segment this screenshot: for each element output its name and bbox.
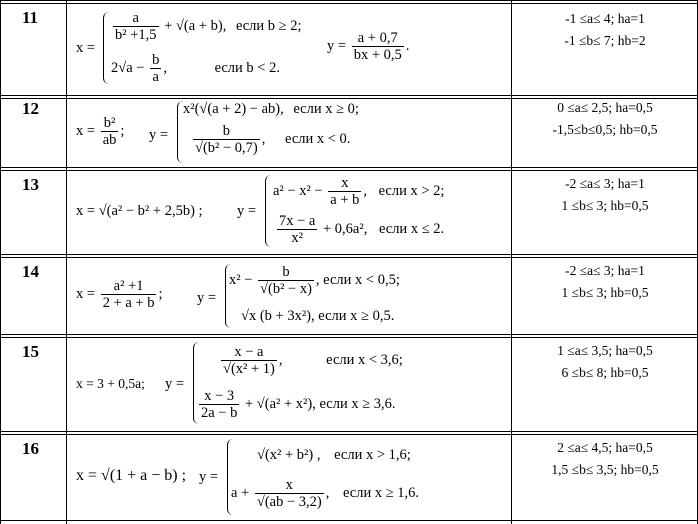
expression-tail: . <box>405 37 410 54</box>
case-line <box>241 308 394 325</box>
condition: если x < 3,6; <box>326 351 403 368</box>
numerator: x <box>328 175 361 192</box>
x-label: x = <box>76 285 96 302</box>
expression-tail: ; <box>181 467 187 484</box>
table-row <box>0 435 698 520</box>
case-line <box>219 344 403 377</box>
row-divider <box>0 254 698 255</box>
x-formula <box>76 278 163 311</box>
expression-tail: , <box>278 351 283 368</box>
range-a: -1 ≤a≤ 4; ha=1 <box>565 11 645 26</box>
condition: если x > 2; <box>378 182 445 199</box>
denominator: 2 + a + b <box>102 295 155 311</box>
numerator: b² <box>101 115 119 132</box>
range-b: 1,5 ≤b≤ 3,5; hb=0,5 <box>551 462 659 477</box>
expression-tail: , <box>163 59 167 76</box>
expression-lead: 2√a − <box>111 59 145 76</box>
numerator: x − 3 <box>199 388 239 405</box>
condition: если x ≥ 0,5. <box>318 308 395 324</box>
y-formula <box>327 30 409 63</box>
range-b: 6 ≤b≤ 8; hb=0,5 <box>561 365 649 380</box>
case-line: $\frac{a}{\text{b² +1,5}}$ + √(a + b), если b ≥ 2; <box>115 10 302 43</box>
table-row <box>0 4 698 95</box>
denominator: a + b <box>330 192 360 208</box>
y-label: y = <box>199 469 219 485</box>
table-row <box>0 99 698 167</box>
range-cell <box>512 340 698 384</box>
row-divider <box>0 520 698 521</box>
x-formula: x = 3 + 0,5a; <box>76 376 145 391</box>
numerator: b <box>152 52 160 68</box>
row-divider <box>0 167 698 168</box>
task-number: 11 <box>22 8 39 27</box>
expression-tail: + 0,6a², <box>323 220 368 237</box>
denominator: √(ab − 3,2) <box>256 494 322 510</box>
case-line <box>231 477 419 510</box>
denominator: √(b² − x) <box>260 281 312 297</box>
case-line <box>273 175 444 208</box>
left-brace <box>103 12 109 84</box>
condition: если b < 2. <box>214 59 280 76</box>
expression-tail: ; <box>120 122 125 139</box>
table-row <box>0 338 698 431</box>
range-cell <box>512 173 698 217</box>
denominator: b² +1,5 <box>115 27 157 43</box>
denominator: √(x² + 1) <box>223 361 275 377</box>
expression-tail: ; <box>158 285 163 302</box>
range-a: -2 ≤a≤ 3; ha=1 <box>565 263 645 278</box>
numerator: x − a <box>221 344 277 361</box>
denominator: x² <box>291 230 303 246</box>
x-formula <box>76 115 124 148</box>
y-label: y = <box>165 376 185 392</box>
condition: если x < 0,5; <box>323 271 400 288</box>
x-formula <box>76 203 203 220</box>
table-row <box>0 171 698 254</box>
condition: если x > 1,6; <box>334 447 411 463</box>
task-number: 14 <box>22 262 39 281</box>
y-label: y = <box>197 290 217 306</box>
condition: если x ≥ 3,6. <box>319 395 396 412</box>
x-formula <box>76 467 186 485</box>
denominator: √(b² − 0,7) <box>195 140 258 156</box>
x-label: x = <box>76 203 96 219</box>
case-line <box>197 388 396 421</box>
expression-tail: , <box>315 271 320 288</box>
row-divider <box>0 431 698 432</box>
range-a: 0 ≤a≤ 2,5; ha=0,5 <box>557 100 653 115</box>
expression: √x (b + 3x²), <box>241 308 315 324</box>
condition: если x < 0. <box>285 130 351 147</box>
numerator: a + 0,7 <box>352 30 404 47</box>
task-number: 16 <box>22 439 39 458</box>
row-divider <box>0 95 698 96</box>
numerator: 7x − a <box>279 213 316 229</box>
case-line <box>257 447 411 464</box>
expression-tail: + √(a² + x²), <box>245 395 316 412</box>
range-a: 2 ≤a≤ 4,5; ha=0,5 <box>557 440 653 455</box>
numerator: a² +1 <box>101 278 157 295</box>
numerator: b <box>258 264 314 281</box>
range-b: 1 ≤b≤ 3; hb=0,5 <box>561 285 649 300</box>
condition: если x ≥ 1,6. <box>342 484 420 501</box>
expression-lead: a² − x² − <box>273 182 323 199</box>
range-cell <box>512 97 698 141</box>
case-line <box>111 52 280 85</box>
range-b: -1 ≤b≤ 7; hb=2 <box>564 33 646 48</box>
expression-lead: a + <box>231 484 250 501</box>
table-row <box>0 258 698 334</box>
range-b: 1 ≤b≤ 3; hb=0,5 <box>561 198 649 213</box>
denominator: ab <box>102 132 117 148</box>
numerator: a <box>113 10 159 27</box>
case-line <box>191 123 350 156</box>
denominator: bx + 0,5 <box>353 47 402 63</box>
x-label: x = <box>76 467 98 484</box>
condition: если b ≥ 2; <box>235 17 302 34</box>
expression-tail: ; <box>198 203 203 219</box>
task-number: 15 <box>22 342 39 361</box>
numerator: x <box>255 477 324 494</box>
expression-lead: x² − <box>229 271 253 288</box>
case-line <box>229 264 400 297</box>
expression-tail: , <box>363 182 367 199</box>
range-a: 1 ≤a≤ 3,5; ha=0,5 <box>557 343 653 358</box>
range-a: -2 ≤a≤ 3; ha=1 <box>565 176 645 191</box>
range-cell <box>512 8 698 52</box>
x-expression: √(a² − b² + 2,5b) <box>98 203 195 219</box>
x-label: x = <box>76 122 96 139</box>
case-line <box>275 213 444 246</box>
condition: если x ≤ 2. <box>378 220 445 237</box>
range-cell <box>512 437 698 481</box>
left-brace <box>265 175 271 247</box>
case-line <box>183 101 359 118</box>
row-divider <box>0 334 698 335</box>
y-label: y = <box>237 203 257 219</box>
denominator: a <box>152 69 159 85</box>
denominator: 2a − b <box>201 405 238 421</box>
range-b: -1,5≤b≤0,5; hb=0,5 <box>552 122 658 137</box>
y-label: y = <box>327 37 347 54</box>
task-number: 13 <box>22 175 39 194</box>
x-label: x = <box>76 40 96 56</box>
expression-tail: + √(a + b) <box>164 17 223 34</box>
condition: если x ≥ 0; <box>293 101 359 117</box>
row-divider <box>0 0 698 1</box>
range-cell <box>512 260 698 304</box>
expression-tail: , <box>325 484 330 501</box>
expression-tail: , <box>261 130 266 147</box>
numerator: b <box>193 123 260 140</box>
expression: x²(√(a + 2) − ab), <box>183 101 284 117</box>
task-number: 12 <box>22 99 39 118</box>
y-label: y = <box>149 127 169 143</box>
expression: √(x² + b²) , <box>257 447 321 463</box>
x-expression: √(1 + a − b) <box>101 467 178 484</box>
